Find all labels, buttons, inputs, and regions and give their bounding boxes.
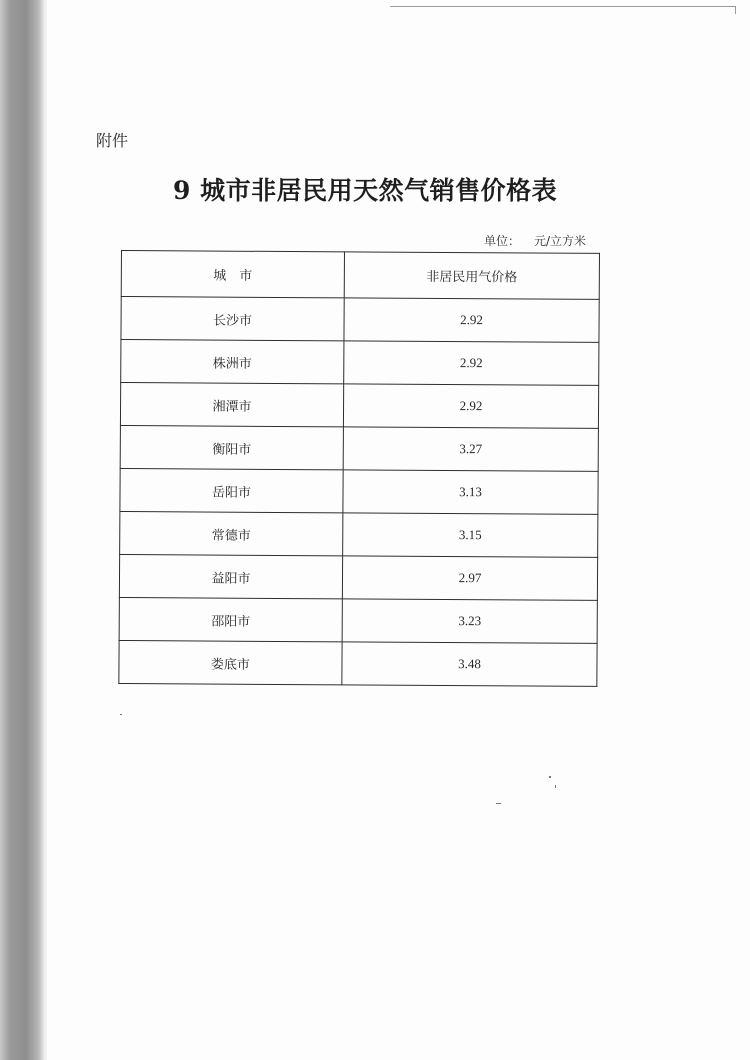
cell-city: 株洲市 [121,340,344,384]
cell-city: 益阳市 [119,554,342,598]
document-title: 9 城市非居民用天然气销售价格表 [173,176,558,205]
cell-city: 衡阳市 [120,425,343,469]
cell-price: 2.92 [343,384,598,429]
table-row [119,554,597,600]
unit-value: 元/立方米 [534,234,587,248]
table-row [119,597,597,643]
cell-city: 娄底市 [119,640,342,684]
scan-shadow-edge [0,0,44,1060]
cell-city: 湘潭市 [120,383,343,427]
cell-price: 3.48 [342,642,597,687]
scan-speck [120,714,122,715]
cell-city: 长沙市 [121,297,344,341]
price-table [118,250,600,687]
attachment-label: 附件 [96,131,129,150]
table-row [120,468,598,514]
table-row [119,640,597,686]
header-city: 城 市 [121,251,344,298]
table-row [120,383,598,429]
cell-city: 邵阳市 [119,597,342,641]
cell-price: 2.92 [344,341,599,386]
scan-speck [555,785,556,788]
top-border-line [390,6,735,7]
table-row [121,297,599,343]
unit-note [484,232,586,249]
table-header-row [121,251,599,300]
scan-edge-highlight [44,0,47,1060]
cell-price: 2.92 [344,298,599,343]
cell-price: 2.97 [342,556,597,601]
table-row [120,511,598,557]
scan-speck [496,803,501,804]
table-row [120,425,598,471]
cell-price: 3.27 [343,427,598,472]
top-border-tick [735,6,736,14]
cell-price: 3.23 [342,599,597,644]
header-price: 非居民用气价格 [344,252,599,300]
cell-city: 常德市 [120,511,343,555]
cell-price: 3.15 [343,513,598,558]
cell-price: 3.13 [343,470,598,515]
table-row [121,340,599,386]
unit-label: 单位： [484,234,521,248]
scan-speck [549,776,551,778]
cell-city: 岳阳市 [120,468,343,512]
